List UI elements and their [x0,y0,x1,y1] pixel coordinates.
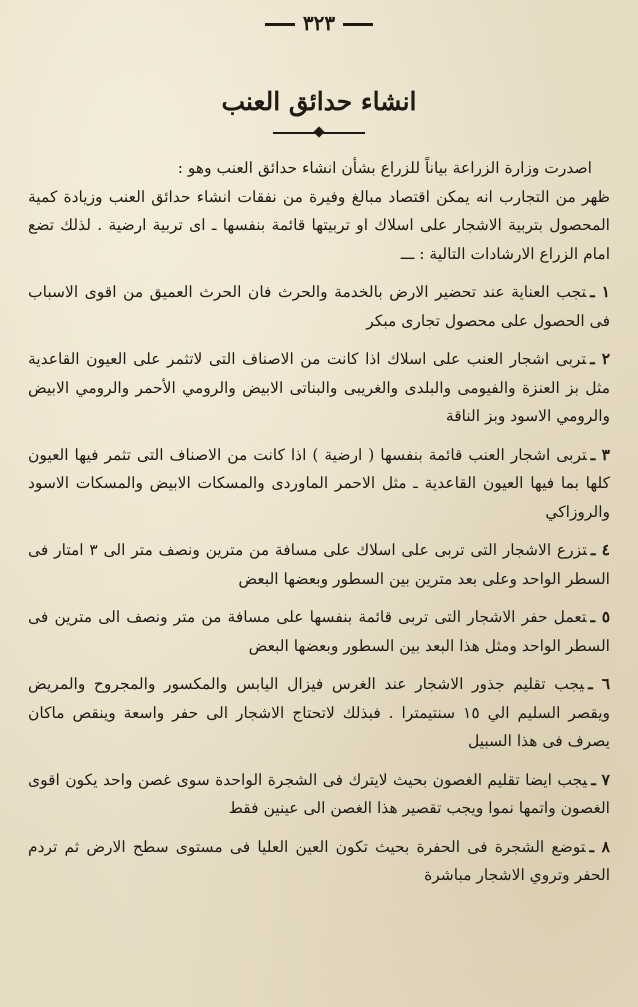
instruction-item [28,833,610,890]
instruction-item [28,766,610,823]
book-page [28,8,610,998]
instructions-list [28,278,610,890]
instruction-item [28,536,610,593]
divider-diamond-icon [313,126,324,137]
instruction-text: تجب العناية عند تحضير الارض بالخدمة والحرث فان الحرث العميق من اقوى الاسباب فى الحصول على محصول تجارى مبكر [28,283,610,330]
instruction-text: توضع الشجرة فى الحفرة بحيث تكون العين العليا فى مستوى سطح الارض ثم تردم الحفر وتروي الاشجار مباشرة [28,837,610,884]
instruction-number: ٣ ـ [590,444,610,464]
page-number-value: ٣٢٣ [302,11,336,35]
instruction-text: تربى اشجار العنب قائمة بنفسها ( ارضية ) اذا كانت من الاصناف التى تثمر فيها العيون كلها بما فيها العيون القاعدية ـ مثل الاحمر الماوردى والمسكات الابيض والمسكات الاسود والروزاكي [28,445,610,521]
article-title: انشاء حدائق العنب [221,87,417,116]
instruction-number: ٤ ـ [590,540,610,559]
instruction-text: تربى اشجار العنب على اسلاك اذا كانت من الاصناف التى لاتثمر على العيون القاعدية مثل بز العنزة والفيومى والبلدى والغريبى والبناتى الابيض والرومي الأحمر والرومي الابيض والرومي الاسود وبز الناقة [28,350,610,425]
instruction-number: ٦ ـ [588,674,611,693]
instruction-number: ٨ ـ [589,836,610,856]
page-number-dash-right [343,23,373,26]
page-number-dash-left [265,23,295,26]
intro-lead: اصدرت وزارة الزراعة بياناً للزراع بشأن انشاء حدائق العنب وهو : [177,159,592,177]
instruction-text: تعمل حفر الاشجار التى تربى قائمة بنفسها على مسافة من متر ونصف الى مترين فى السطر الواحد ومثل هذا البعد بين السطور وبعضها البعض [28,608,610,655]
instruction-item [28,278,610,335]
title-divider-ornament [273,128,365,138]
instruction-number: ٢ ـ [590,349,611,368]
instruction-item [28,345,610,431]
instruction-item [28,670,610,756]
instruction-number: ١ ـ [590,282,610,301]
instruction-item [28,603,610,660]
instruction-text: يجب ايضا تقليم الغصون بحيث لايترك فى الشجرة الواحدة سوى غصن واحد يكون اقوى الغصون واتمها نموا ويجب تقصير هذا الغصن الى عينين فقط [28,770,610,817]
page-number [28,8,610,38]
instruction-number: ٥ ـ [590,607,611,626]
instruction-item [28,441,610,527]
intro-body: ظهر من التجارب انه يمكن اقتصاد مبالغ وفيرة من نفقات انشاء حدائق العنب وزيادة كمية المحصول بتربية الاشجار على اسلاك او تربيتها قائمة بنفسها ـ اى تربية ارضية . لذلك تضع امام الزراع الارشادات التالية : ـــ [28,187,610,263]
instruction-text: تزرع الاشجار التى تربى على اسلاك على مسافة من مترين ونصف متر الى ٣ امتار فى السطر الواحد وعلى بعد مترين بين السطور وبعضها البعض [28,541,610,588]
instruction-number: ٧ ـ [591,769,610,789]
instruction-text: يجب تقليم جذور الاشجار عند الغرس فيزال اليابس والمكسور والمجروح والمريض ويقصر السليم الي ١٥ سنتيمترا . فبذلك لاتحتاج الاشجار الى حفر واسعة وينقص ماكان يصرف فى هذا السبيل [28,675,611,750]
